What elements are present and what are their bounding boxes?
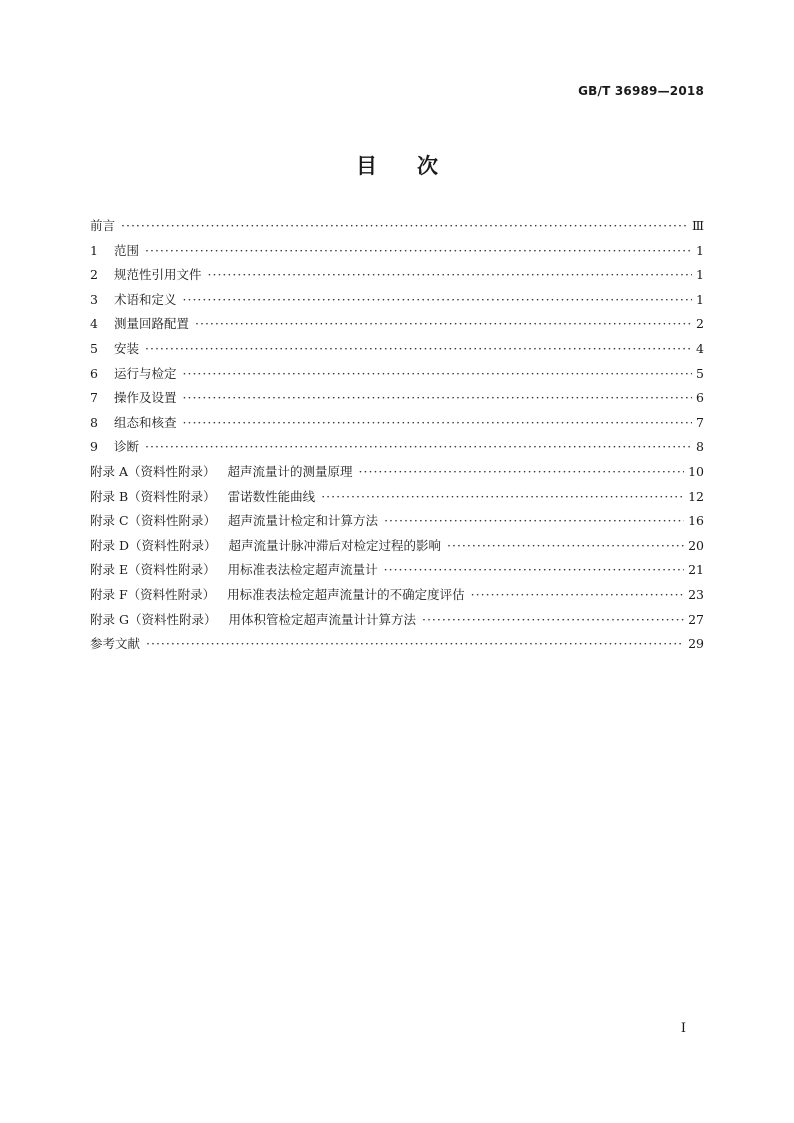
- toc-entry-label: [90, 462, 353, 480]
- toc-entry-title: 操作及设置: [114, 390, 177, 406]
- toc-entry-appendix-g[interactable]: [90, 610, 704, 635]
- toc-dot-leader: [384, 513, 684, 528]
- toc-appendix-designation: 附录 G（资料性附录）: [90, 611, 217, 627]
- toc-entry-label: 参考文献: [90, 636, 141, 652]
- toc-entry-title: 组态和核查: [114, 414, 177, 430]
- toc-entry-appendix-f[interactable]: [90, 585, 704, 610]
- toc-entry-number: 9: [90, 439, 98, 455]
- toc-entry-page: 27: [688, 611, 704, 627]
- toc-dot-leader: [183, 292, 693, 307]
- toc-entry-label: [90, 437, 139, 455]
- standard-code: GB/T 36989—2018: [578, 84, 704, 98]
- toc-entry-label: [90, 265, 202, 283]
- toc-entry-number: 6: [90, 365, 98, 381]
- toc-entry-number: 8: [90, 414, 98, 430]
- toc-entry-5[interactable]: [90, 339, 704, 364]
- toc-entry-page: 21: [688, 562, 704, 578]
- toc-entry-label: [90, 241, 139, 259]
- toc-dot-leader: [359, 464, 685, 479]
- toc-entry-page: 8: [696, 439, 704, 455]
- toc-entry-title: 运行与检定: [114, 365, 177, 381]
- toc-entry-label: [90, 413, 177, 431]
- toc-dot-leader: [183, 415, 693, 430]
- toc-entry-page: 1: [696, 267, 704, 283]
- toc-appendix-designation: 附录 E（资料性附录）: [90, 562, 216, 578]
- toc-entry-title: 超声流量计检定和计算方法: [228, 513, 379, 529]
- toc-entry-title: 用体积管检定超声流量计计算方法: [228, 611, 416, 627]
- toc-dot-leader: [183, 366, 693, 381]
- toc-appendix-designation: 附录 C（资料性附录）: [90, 513, 217, 529]
- toc-entry-page: Ⅲ: [691, 218, 704, 233]
- toc-dot-leader: [384, 562, 684, 577]
- toc-entry-label: [90, 536, 441, 554]
- toc-entry-number: 5: [90, 340, 98, 356]
- toc-entry-page: 12: [688, 488, 704, 504]
- toc-entry-title: 诊断: [114, 439, 140, 455]
- toc-entry-appendix-a[interactable]: [90, 462, 704, 487]
- toc-entry-9[interactable]: [90, 437, 704, 462]
- toc-dot-leader: [422, 612, 684, 627]
- toc-entry-label: [90, 364, 177, 382]
- toc-dot-leader: [183, 390, 693, 405]
- toc-entry-7[interactable]: [90, 388, 704, 413]
- toc-dot-leader: [146, 636, 684, 651]
- toc-entry-label: [90, 487, 315, 505]
- toc-dot-leader: [471, 587, 684, 602]
- toc-dot-leader: [195, 316, 692, 331]
- toc-entry-page: 20: [688, 537, 704, 553]
- toc-entry-title: 术语和定义: [114, 291, 177, 307]
- toc-entry-title: 雷诺数性能曲线: [227, 488, 316, 504]
- toc-entry-number: 7: [90, 390, 98, 406]
- toc-entry-page: 4: [696, 340, 704, 356]
- toc-entry-appendix-d[interactable]: [90, 536, 704, 561]
- toc-entry-2[interactable]: [90, 265, 704, 290]
- toc-entry-number: 1: [90, 242, 98, 258]
- toc-entry-title: 用标准表法检定超声流量计: [227, 562, 378, 578]
- toc-entry-title: 用标准表法检定超声流量计的不确定度评估: [227, 586, 465, 602]
- toc-entry-page: 23: [688, 586, 704, 602]
- toc-entry-8[interactable]: [90, 413, 704, 438]
- toc-entry-label: [90, 339, 139, 357]
- toc-appendix-designation: 附录 D（资料性附录）: [90, 537, 217, 553]
- toc-entry-references[interactable]: [90, 634, 704, 659]
- toc-entry-page: 2: [696, 316, 704, 332]
- toc-entry-page: 1: [696, 291, 704, 307]
- toc-entry-label: [90, 290, 177, 308]
- toc-entry-label: [90, 560, 378, 578]
- toc-entry-title: 范围: [114, 242, 140, 258]
- toc-entry-number: 3: [90, 291, 98, 307]
- toc-dot-leader: [145, 439, 692, 454]
- toc-entry-label: [90, 388, 177, 406]
- toc-entry-label: 前言: [90, 218, 116, 233]
- toc-entry-title: 安装: [114, 340, 140, 356]
- toc-entry-6[interactable]: [90, 364, 704, 389]
- toc-entry-label: [90, 610, 416, 628]
- toc-entry-page: 29: [688, 636, 704, 652]
- toc-entry-label: [90, 511, 378, 529]
- page-number: I: [680, 1021, 686, 1036]
- page-title: 目次: [356, 154, 478, 178]
- toc-entry-foreword[interactable]: [90, 216, 704, 241]
- toc-entry-title: 超声流量计的测量原理: [227, 463, 353, 479]
- toc-entry-number: 2: [90, 267, 98, 283]
- toc-dot-leader: [321, 489, 684, 504]
- toc-entry-appendix-c[interactable]: [90, 511, 704, 536]
- toc-appendix-designation: 附录 F（资料性附录）: [90, 586, 216, 602]
- toc-entry-4[interactable]: [90, 314, 704, 339]
- toc-entry-page: 6: [696, 390, 704, 406]
- toc-entry-title: 规范性引用文件: [114, 267, 202, 283]
- toc-entry-appendix-b[interactable]: [90, 487, 704, 512]
- toc-entry-title: 超声流量计脉冲滞后对检定过程的影响: [228, 537, 442, 553]
- toc-appendix-designation: 附录 A（资料性附录）: [90, 463, 216, 479]
- toc-entry-page: 16: [688, 513, 704, 529]
- toc-entry-page: 1: [696, 242, 704, 258]
- toc-dot-leader: [121, 218, 688, 233]
- toc-entry-title: 测量回路配置: [114, 316, 190, 332]
- toc-dot-leader: [145, 341, 692, 356]
- toc-entry-label: [90, 314, 189, 332]
- toc-entry-page: 10: [688, 463, 704, 479]
- toc-dot-leader: [145, 243, 692, 258]
- toc-appendix-designation: 附录 B（资料性附录）: [90, 488, 216, 504]
- table-of-contents: [90, 216, 704, 659]
- toc-entry-page: 7: [696, 414, 704, 430]
- toc-entry-3[interactable]: [90, 290, 704, 315]
- toc-entry-page: 5: [696, 365, 704, 381]
- toc-entry-1[interactable]: [90, 241, 704, 266]
- toc-entry-number: 4: [90, 316, 98, 332]
- toc-entry-label: [90, 585, 465, 603]
- toc-dot-leader: [447, 538, 684, 553]
- toc-dot-leader: [208, 267, 693, 282]
- toc-entry-appendix-e[interactable]: [90, 560, 704, 585]
